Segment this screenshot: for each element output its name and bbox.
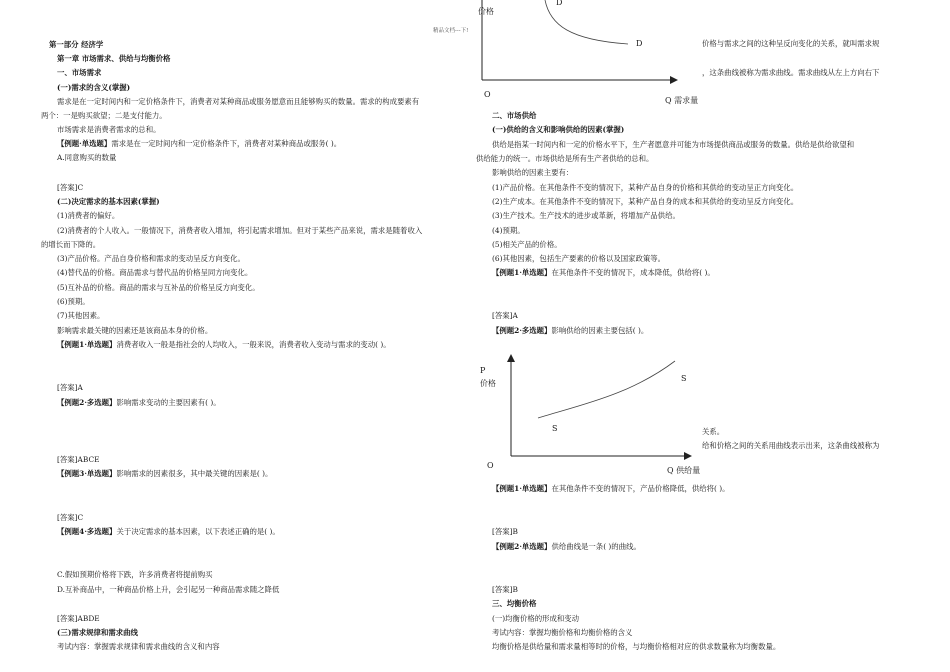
paragraph-line: 考试内容：掌握需求规律和需求曲线的含义和内容 [57,642,220,651]
example-text: 需求是在一定时间内和一定价格条件下，消费者对某种商品或服务( )。 [111,139,342,148]
example-text: 关于决定需求的基本因素，以下表述正确的是( )。 [116,527,280,536]
example-text: 影响供给的因素主要包括( )。 [551,326,649,335]
x-axis-label: Q 需求量 [665,96,699,105]
list-item: (6)预期。 [57,297,90,306]
section-title-supply: 二、市场供给 [492,111,537,120]
part-title: 第一部分 经济学 [49,40,104,49]
running-header: 精品文档---下! [433,28,469,34]
example-tag: 【例题1·单选题】 [492,484,552,493]
list-item: (7)其他因素。 [57,311,105,320]
answer-option: D.互补商品中，一种商品价格上升，会引起另一种商品需求随之降低 [57,585,280,594]
example-tag: 【例题1·单选题】 [57,340,117,349]
answer-key: [答案]C [57,513,84,522]
x-axis-label: Q 供给量 [667,466,701,475]
example-tag: 【例题2·多选题】 [492,326,552,335]
example-text: 供给曲线是一条( )的曲线。 [551,542,641,551]
example-tag: 【例题3·单选题】 [57,469,117,478]
example-tag: 【例题·单选题】 [57,139,112,148]
answer-option: C.假如预期价格将下跌，许多消费者将提前购买 [57,570,213,579]
demand-curve-label: D [636,39,643,48]
example-question [57,469,272,479]
section-title-equilibrium: 三、均衡价格 [492,599,537,608]
example-text: 在其他条件不变的情况下，成本降低，供给将( )。 [551,268,715,277]
example-question [57,527,280,537]
subsection-title-demand-law: (三)需求规律和需求曲线 [57,628,138,637]
x-axis-arrowhead [684,452,692,460]
answer-key: [答案]ABDE [57,614,100,623]
answer-option: A.同意购买的数量 [57,153,117,162]
example-text: 影响需求变动的主要因素有( )。 [116,398,221,407]
answer-key: [答案]A [492,311,518,320]
paragraph-line: 供给是指某一时间内和一定的价格水平下，生产者愿意并可能为市场提供商品或服务的数量。供给是供给欲望和 [492,140,855,149]
example-tag: 【例题2·多选题】 [57,398,117,407]
list-item: (2)生产成本。在其他条件不变的情况下，某种产品自身的成本和其供给的变动呈反方向变化。 [492,197,799,206]
diagram-note: 关系。 [702,427,725,436]
paragraph-line: 供给能力的统一。市场供给是所有生产者供给的总和。 [476,154,654,163]
y-axis-label: 价格 [478,7,494,16]
y-axis-arrowhead [507,354,515,362]
chapter-title: 第一章 市场需求、供给与均衡价格 [57,54,171,63]
origin-label: O [487,461,494,470]
price-symbol-label: P [480,366,486,375]
list-item: (5)互补品的价格。商品的需求与互补品的价格呈反方向变化。 [57,283,260,292]
paragraph-line: 考试内容：掌握均衡价格和均衡价格的含义 [492,628,633,637]
example-question [492,326,648,336]
example-question [57,398,221,408]
demand-curve-label: D [556,0,563,7]
paragraph-line: 影响需求最关键的因素还是该商品本身的价格。 [57,326,213,335]
list-item: (6)其他因素，包括生产要素的价格以及国家政策等。 [492,254,666,263]
subsection-title-demand-meaning: (一)需求的含义(掌握) [57,83,131,92]
list-item: (3)生产技术。生产技术的进步或革新，将增加产品供给。 [492,211,680,220]
paragraph-line: 需求是在一定时间内和一定价格条件下，消费者对某种商品或服务愿意而且能够购买的数量。需求的构成要素有 [57,97,420,106]
origin-label: O [484,90,491,99]
demand-curve-diagram [470,0,699,105]
section-title-demand: 一、市场需求 [57,68,102,77]
example-text: 影响需求的因素很多，其中最关键的因素是( )。 [116,469,273,478]
list-item: (4)预期。 [492,226,525,235]
example-question [492,542,641,552]
supply-curve-label: S [681,374,687,383]
list-item: (1)产品价格。在其他条件不变的情况下，某种产品自身的价格和其供给的变动呈正方向变化。 [492,183,799,192]
answer-key: [答案]B [492,585,518,594]
x-axis-arrowhead [670,76,678,84]
example-question [492,268,715,278]
subsection-title-demand-factors: (二)决定需求的基本因素(掌握) [57,197,160,206]
list-item: 的增长而下降的。 [41,240,101,249]
answer-key: [答案]C [57,183,84,192]
example-question [492,484,730,494]
paragraph-line: 均衡价格是供给量和需求量相等时的价格，与均衡价格相对应的供求数量称为均衡数量。 [492,642,781,651]
supply-curve-label: S [552,424,558,433]
example-tag: 【例题1·单选题】 [492,268,552,277]
list-item: (3)产品价格。产品自身价格和需求的变动呈反方向变化。 [57,254,245,263]
y-axis-label: 价格 [480,379,496,388]
answer-key: [答案]A [57,383,83,392]
example-question [57,340,391,350]
list-item: (4)替代品的价格。商品需求与替代品的价格呈同方向变化。 [57,268,253,277]
list-item: (2)消费者的个人收入。一般情况下，消费者收入增加，将引起需求增加。但对于某些产品来说，需求是随着收入 [57,226,423,235]
supply-curve-diagram [470,350,700,475]
diagram-note: 价格与需求之间的这种呈反向变化的关系，就叫需求规 [702,39,880,48]
supply-curve [538,361,675,418]
list-item: (1)消费者的偏好。 [57,211,120,220]
list-item: (5)相关产品的价格。 [492,240,562,249]
example-question [57,139,341,149]
example-tag: 【例题4·多选题】 [57,527,117,536]
diagram-note: ，这条曲线被称为需求曲线。需求曲线从左上方向右下 [702,68,880,77]
paragraph-line: 两个：一是购买欲望；二是支付能力。 [41,111,167,120]
example-text: 消费者收入一般是指社会的人均收入，一般来说，消费者收入变动与需求的变动( )。 [116,340,391,349]
answer-key: [答案]ABCE [57,455,100,464]
example-tag: 【例题2·单选题】 [492,542,552,551]
answer-key: [答案]B [492,527,518,536]
diagram-note: 给和价格之间的关系用曲线表示出来，这条曲线被称为 [702,441,880,450]
paragraph-line: 影响供给的因素主要有： [492,168,574,177]
example-text: 在其他条件不变的情况下，产品价格降低，供给将( )。 [551,484,730,493]
subsection-title-equilibrium: (一)均衡价格的形成和变动 [492,614,580,623]
subsection-title-supply-meaning: (一)供给的含义和影响供给的因素(掌握) [492,125,625,134]
paragraph-line: 市场需求是消费者需求的总和。 [57,125,161,134]
